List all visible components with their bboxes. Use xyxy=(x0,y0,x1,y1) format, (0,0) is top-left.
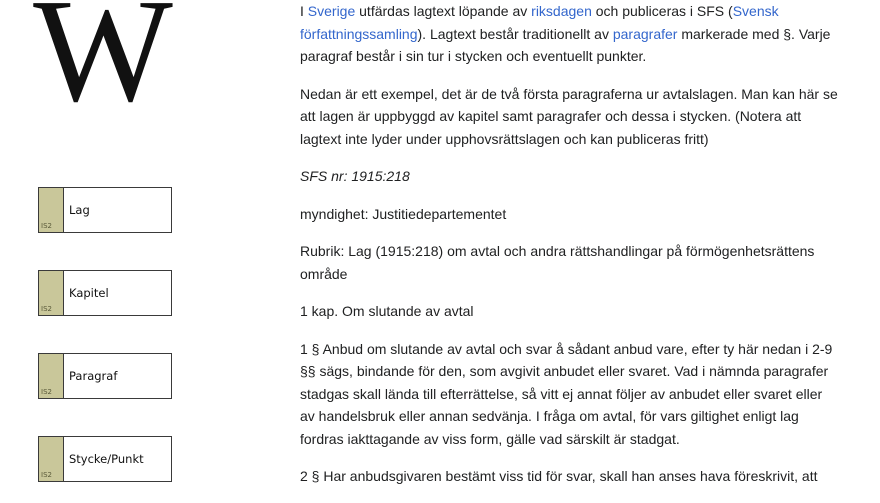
diagram-box-code: IS2 xyxy=(41,471,52,479)
diagram-box-label: Kapitel xyxy=(69,286,109,300)
diagram-box-label: Stycke/Punkt xyxy=(69,452,144,466)
paragraph-2: 2 § Har anbudsgivaren bestämt viss tid för svar, skall han anses hava föreskrivit, att xyxy=(300,468,818,484)
diagram-box-strip xyxy=(39,437,64,481)
link-sverige[interactable]: Sverige xyxy=(307,3,356,19)
intro-text: ). Lagtext består traditionellt av xyxy=(417,25,613,42)
diagram-box-strip xyxy=(39,271,64,315)
intro-text: och publiceras i SFS ( xyxy=(591,3,733,19)
link-paragrafer[interactable]: paragrafer xyxy=(612,25,678,42)
intro-paragraph xyxy=(300,0,840,68)
example-paragraph: Nedan är ett exempel, det är de två första paragraferna ur avtalslagen. Man kan här se att lagen är uppbyggd av kapitel samt paragrafer och dessa i stycken. (Notera att lagtext inte lyder under upphovsrättslagen och kan publiceras fritt) xyxy=(300,85,838,147)
diagram-box-strip xyxy=(39,188,64,232)
article-body xyxy=(300,0,840,503)
diagram-box-code: IS2 xyxy=(41,388,52,396)
diagram-box-code: IS2 xyxy=(41,305,52,313)
diagram-box-strip xyxy=(39,354,64,398)
paragraph-1: 1 § Anbud om slutande av avtal och svar å sådant anbud vare, efter ty här nedan i 2-9 §§ sägs, bindande för den, som avgivit anbudet eller svaret. Vad i nämnda paragrafer stadgas skall lända till efterrättelse, så vitt ej annat följer av anbudet eller svaret eller av handelsbruk eller annan sedvänja. I fråga om avtal, för vars giltighet enligt lag fordras iakttagande av viss form, gälle vad särskilt är stadgat. xyxy=(300,340,833,447)
chapter-heading: 1 kap. Om slutande av avtal xyxy=(300,303,474,319)
diagram-box-code: IS2 xyxy=(41,222,52,230)
wikipedia-logo-icon[interactable]: W xyxy=(33,0,167,133)
diagram-box-kapitel xyxy=(38,270,172,316)
intro-text: markerade med §. Varje paragraf består i sin tur i stycken och eventuellt punkter. xyxy=(300,25,831,64)
rubrik-line: Rubrik: Lag (1915:218) om avtal och andra rättshandlingar på förmögenhetsrättens område xyxy=(300,243,815,282)
diagram-box-lag xyxy=(38,187,172,233)
diagram-box-paragraf xyxy=(38,353,172,399)
link-svensk-forfattningssamling[interactable]: Svensk författningssamling xyxy=(300,3,779,42)
link-riksdagen[interactable]: riksdagen xyxy=(531,3,592,19)
diagram-box-label: Paragraf xyxy=(69,369,118,383)
diagram-box-label: Lag xyxy=(69,203,90,217)
intro-text: utfärdas lagtext löpande av xyxy=(355,3,532,19)
intro-text: I xyxy=(300,3,308,19)
sfs-number: SFS nr: 1915:218 xyxy=(300,168,410,184)
diagram-box-stycke-punkt xyxy=(38,436,172,482)
authority-line: myndighet: Justitiedepartementet xyxy=(300,205,507,222)
